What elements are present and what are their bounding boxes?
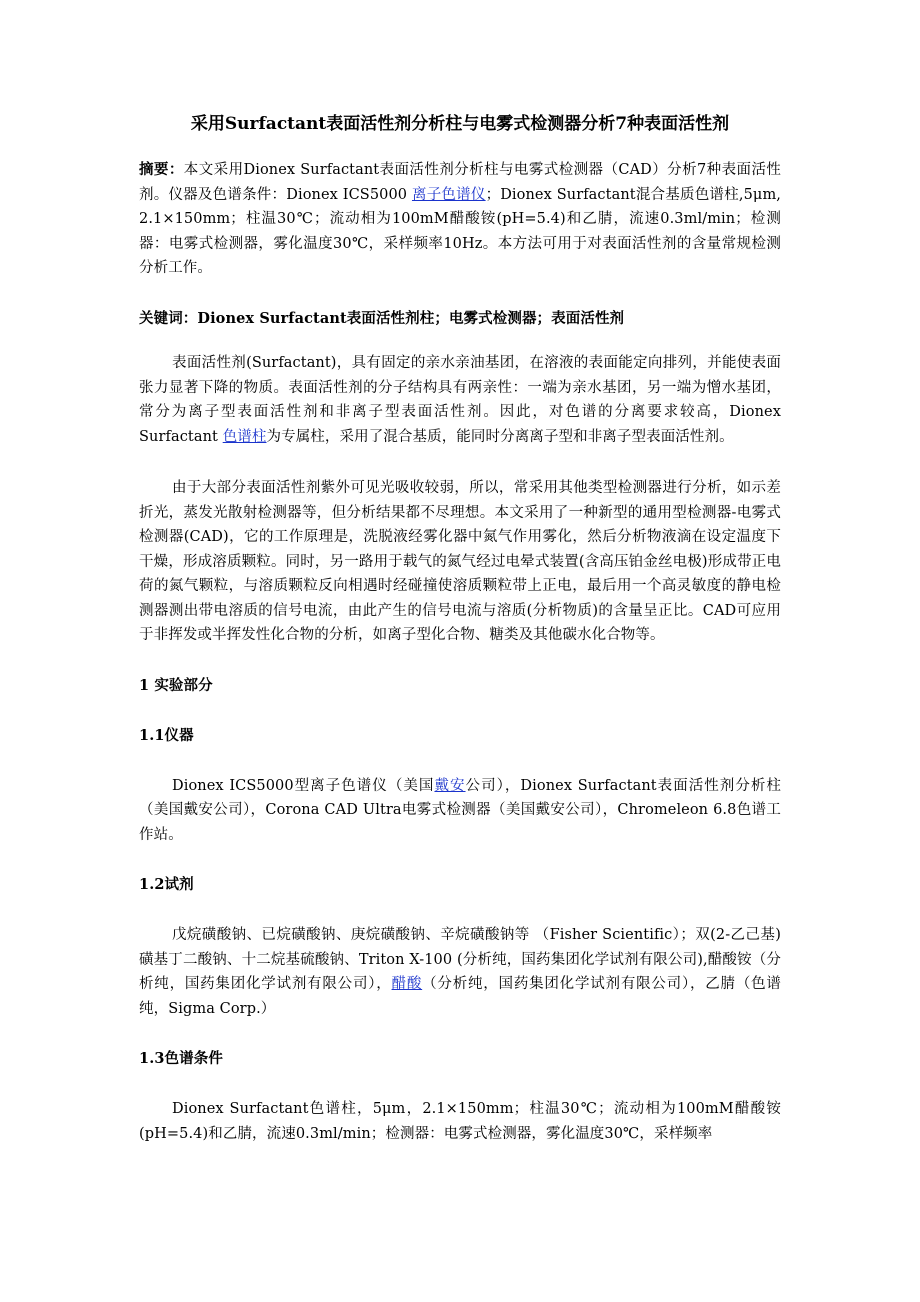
reagents-text-1: 戊烷磺酸钠、已烷磺酸钠、庚烷磺酸钠、辛烷磺酸钠等 （Fisher Scientific）；双(2-乙己基)磺基丁二酸钠、十二烷基硫酸钠、Triton X-100 (分析纯，国药集团化学试剂有限公司),醋酸铵（分析纯，国药集团化学试剂有限公司）， (139, 927, 781, 992)
page-title: 采用Surfactant表面活性剂分析柱与电雾式检测器分析7种表面活性剂 (190, 114, 730, 134)
section-1-1-heading: 1.1仪器 (139, 726, 194, 744)
column-link[interactable]: 色谱柱 (222, 428, 267, 445)
section-1-2-heading: 1.2试剂 (139, 876, 194, 893)
instruments-text-1: Dionex ICS5000型离子色谱仪（美国 (172, 777, 435, 794)
intro1-text-2: 为专属柱，采用了混合基质，能同时分离离子型和非离子型表面活性剂。 (266, 428, 734, 445)
abstract-text-2: ；Dionex Surfactant混合基质色谱柱,5μm, 2.1×150mm；柱温30℃；流动相为100mM醋酸铵(pH=5.4)和乙腈，流速0.3ml/min；检测器：电雾式检测器，雾化温度30℃，采样频率10Hz。本方法可用于对表面活性剂的含量常规检测分析工作。 (139, 186, 782, 276)
keywords-line: 关键词：Dionex Surfactant表面活性剂柱；电雾式检测器；表面活性剂 (139, 309, 625, 327)
acetic-acid-link[interactable]: 醋酸 (391, 976, 423, 992)
dionex-link[interactable]: 戴安 (434, 777, 466, 794)
ion-chromatograph-link[interactable]: 离子色谱仪 (411, 186, 486, 203)
instruments-text-2: 公司），Dionex Surfactant表面活性剂分析柱（美国戴安公司），Corona CAD Ultra电雾式检测器（美国戴安公司），Chromeleon 6.8色谱工作站。 (139, 777, 782, 843)
reagents-paragraph (139, 923, 781, 1021)
intro-paragraph-2: 由于大部分表面活性剂紫外可见光吸收较弱，所以，常采用其他类型检测器进行分析，如示差折光，蒸发光散射检测器等，但分析结果都不尽理想。本文采用了一种新型的通用型检测器-电雾式检测器(CAD)，它的工作原理是，洗脱液经雾化器中氮气作用雾化，然后分析物液滴在设定温度下干燥，形成溶质颗粒。同时，另一路用于载气的氮气经过电晕式装置(含高压铂金丝电极)形成带正电荷的氮气颗粒，与溶质颗粒反向相遇时经碰撞使溶质颗粒带上正电，最后用一个高灵敏度的静电检测器测出带电溶质的信号电流，由此产生的信号电流与溶质(分析物质)的含量呈正比。CAD可应用于非挥发或半挥发性化合物的分析，如离子型化合物、糖类及其他碳水化合物等。 (139, 480, 781, 643)
chromatography-conditions-paragraph: Dionex Surfactant色谱柱，5μm，2.1×150mm；柱温30℃；流动相为100mM醋酸铵(pH=5.4)和乙腈，流速0.3ml/min；检测器：电雾式检测器，雾化温度30℃，采样频率 (139, 1101, 781, 1142)
reagents-text-2: （分析纯，国药集团化学试剂有限公司），乙腈（色谱纯，Sigma Corp.） (139, 976, 781, 1017)
abstract-paragraph (139, 158, 781, 281)
intro1-text-1: 表面活性剂(Surfactant)，具有固定的亲水亲油基团，在溶液的表面能定向排列，并能使表面张力显著下降的物质。表面活性剂的分子结构具有两亲性：一端为亲水基团，另一端为憎水基团，常分为离子型表面活性剂和非离子型表面活性剂。因此，对色谱的分离要求较高，Dionex Surfactant (139, 355, 781, 445)
abstract-label: 摘要： (139, 161, 184, 178)
abstract-text-1: 本文采用Dionex Surfactant表面活性剂分析柱与电雾式检测器（CAD）分析7种表面活性剂。仪器及色谱条件：Dionex ICS5000 (139, 162, 781, 203)
section-1-3-heading: 1.3色谱条件 (139, 1050, 223, 1067)
section-1-heading: 1 实验部分 (139, 676, 213, 694)
instruments-paragraph (139, 774, 781, 848)
intro-paragraph-1 (139, 351, 781, 449)
